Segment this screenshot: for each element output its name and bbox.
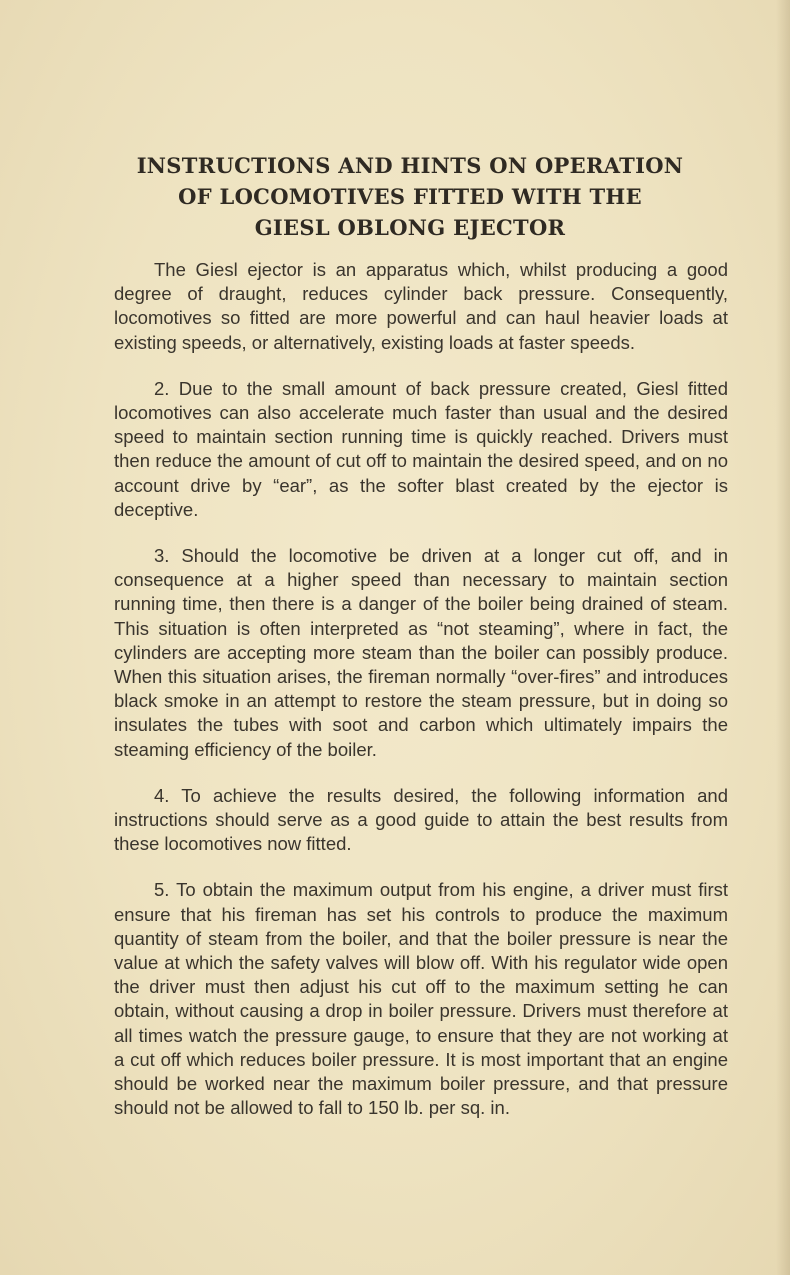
paragraph-3: 3. Should the locomotive be driven at a longer cut off, and in consequence at a higher speed than necessary to maintain section running time, then there is a danger of the boiler being drained of steam. This situation is often interpreted as “not steaming”, where in fact, the cylinders are accepting more steam than the boiler can possibly produce. When this situation arises, the fireman normally “over-fires” and introduces black smoke in an attempt to restore the steam pressure, but in doing so insulates the tubes with soot and carbon which ultimately impairs the steaming efficiency of the boiler. xyxy=(114,545,728,760)
title-line: GIESL OBLONG EJECTOR xyxy=(254,215,566,240)
title-line: INSTRUCTIONS AND HINTS ON OPERATION xyxy=(136,153,684,178)
page-edge-shadow xyxy=(776,0,790,1275)
document-body xyxy=(114,258,728,1143)
paragraph-4: 4. To achieve the results desired, the following information and instructions should serve as a good guide to attain the best results from these locomotives now fitted. xyxy=(114,784,728,855)
title-line: OF LOCOMOTIVES FITTED WITH THE xyxy=(178,184,642,209)
paragraph-intro: The Giesl ejector is an apparatus which, whilst producing a good degree of draught, reduces cylinder back pressure. Consequently, locomotives so fitted are more powerful and can haul heavier loads at existing speeds, or alternatively, existing loads at faster speeds. xyxy=(114,259,728,353)
paragraph-2: 2. Due to the small amount of back pressure created, Giesl fitted locomotives can also accelerate much faster than usual and the desired speed to maintain section running time is quickly reached. Drivers must then reduce the amount of cut off to maintain the desired speed, and on no account drive by “ear”, as the softer blast created by the ejector is deceptive. xyxy=(114,377,728,520)
paragraph-5: 5. To obtain the maximum output from his engine, a driver must first ensure that his fireman has set his controls to produce the maximum quantity of steam from the boiler, and that the boiler pressure is near the value at which the safety valves will blow off. With his regulator wide open the driver must then adjust his cut off to the maximum setting he can obtain, without causing a drop in boiler pressure. Drivers must therefore at all times watch the pressure gauge, to ensure that they are not working at a cut off which reduces boiler pressure. It is most important that an engine should be worked near the maximum boiler pressure, and that pressure should not be allowed to fall to 150 lb. per sq. in. xyxy=(114,879,728,1119)
document-title xyxy=(100,150,720,243)
